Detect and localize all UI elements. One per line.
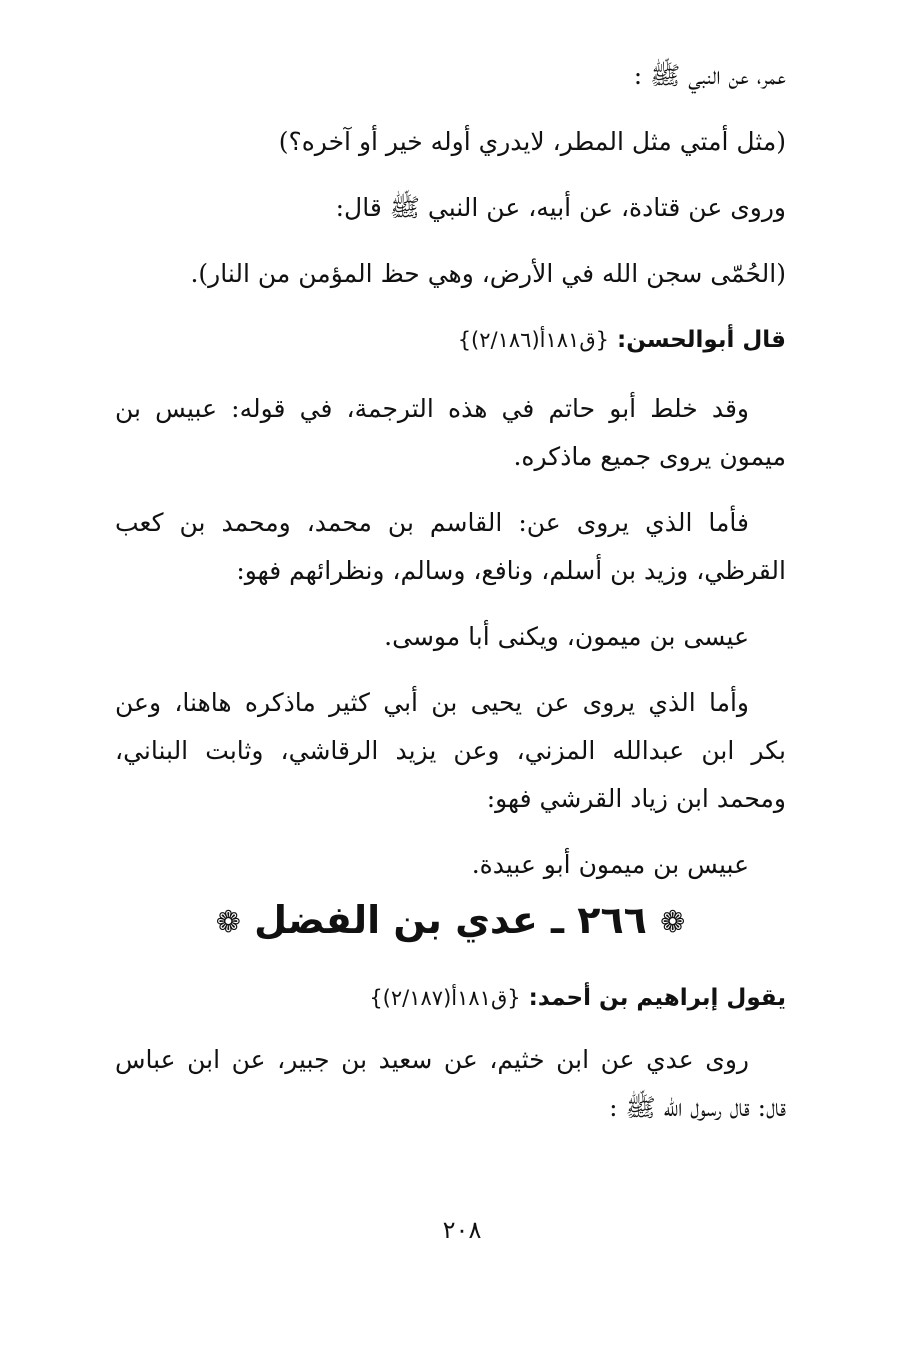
ibrahim-statement [115, 978, 786, 1018]
paragraph-line: وقد خلط أبو حاتم في هذه الترجمة، في قوله: عبيس بن [115, 394, 749, 423]
ornament-left-icon: ❁ [215, 904, 241, 940]
paragraph-line: عبيس بن ميمون أبو عبيدة. [471, 850, 749, 879]
speaker-label: قال أبوالحسن: [617, 327, 786, 353]
paragraph-line: وأما الذي يروى عن يحيى بن أبي كثير ماذكره هاهنا، وعن [115, 688, 749, 717]
text-line: عمر، عن النبي ﷺ : [633, 61, 786, 90]
speaker-label: يقول إبراهيم بن أحمد: [528, 985, 786, 1011]
paragraph-line: ميمون يروى جميع ماذكره. [513, 442, 786, 471]
ornament-right-icon: ❁ [660, 904, 686, 940]
manuscript-reference: {ق١٨١أ(٢/١٨٧)} [369, 986, 521, 1010]
paragraph-line: القرظي، وزيد بن أسلم، ونافع، وسالم، ونظرائهم فهو: [236, 556, 786, 585]
text-line: (مثل أمتي مثل المطر، لايدري أوله خير أو آخره؟) [278, 127, 786, 156]
abu-hasan-statement [115, 320, 786, 360]
paragraph-line: عيسى بن ميمون، ويكنى أبا موسى. [384, 622, 749, 651]
text-line: وروى عن قتادة، عن أبيه، عن النبي ﷺ قال: [335, 193, 786, 222]
paragraph-line: روى عدي عن ابن خثيم، عن سعيد بن جبير، عن ابن عباس [115, 1045, 749, 1074]
entry-heading [115, 888, 786, 952]
paragraph-line: ومحمد ابن زياد القرشي فهو: [486, 784, 786, 813]
entry-title: ٢٦٦ ـ عدي بن الفضل [254, 898, 647, 942]
paragraph-line: بكر ابن عبدالله المزني، وعن يزيد الرقاشي، وثابت البناني، [115, 736, 786, 765]
paragraph-line: فأما الذي يروى عن: القاسم بن محمد، ومحمد بن كعب [115, 508, 749, 537]
page-number: ٢٠٨ [442, 1216, 482, 1244]
manuscript-reference: {ق١٨١أ(٢/١٨٦)} [457, 328, 609, 352]
paragraph-line: قال: قال رسول الله ﷺ : [609, 1093, 786, 1122]
text-line: (الحُمّى سجن الله في الأرض، وهي حظ المؤمن من النار). [190, 259, 786, 288]
